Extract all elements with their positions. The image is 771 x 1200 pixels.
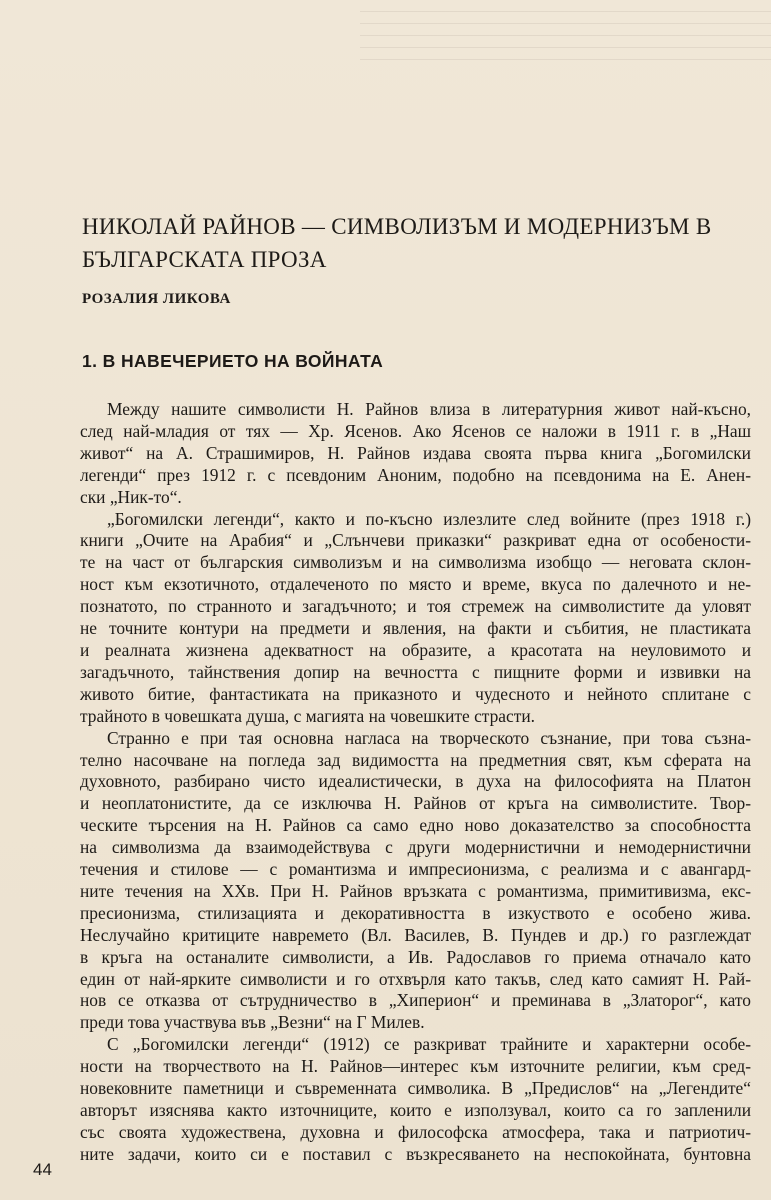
text-line: и неоплатонистите, да се изключва Н. Райнов от кръга на символистите. Твор-	[80, 793, 751, 814]
bleed-through-texture	[360, 0, 771, 60]
body-text	[80, 399, 751, 1166]
text-line: ски „Ник-то“.	[80, 486, 182, 507]
text-line: новековните паметници и съвременната символика. В „Предислов“ на „Легендите“	[80, 1078, 751, 1099]
text-line: телно насочване на погледа зад видимостта на предметния свят, към сферата на	[80, 749, 751, 770]
text-line: Странно е при тая основна нагласа на творческото съзнание, при това съзна-	[107, 727, 751, 748]
text-line: трайното в човешката душа, с магията на човешките страсти.	[80, 705, 535, 726]
text-line: „Богомилски легенди“, както и по-късно излезлите след войните (през 1918 г.)	[107, 508, 751, 529]
text-line: след най-младия от тях — Хр. Ясенов. Ако Ясенов се наложи в 1911 г. в „Наш	[80, 420, 751, 441]
text-line: легенди“ през 1912 г. с псевдоним Аноним, подобно на псевдонима на Е. Анен-	[80, 464, 751, 485]
text-line: авторът изяснява както източниците, които е използувал, които са го запленили	[80, 1100, 751, 1120]
text-line: ности на творчеството на Н. Райнов—интерес към източните религии, към сред-	[80, 1056, 751, 1077]
text-line: на символизма да взаимодействува с други модернистични и немодернистични	[80, 837, 751, 858]
text-line: Между нашите символисти Н. Райнов влиза в литературния живот най-късно,	[107, 399, 751, 419]
text-line: Неслучайно критиците навремето (Вл. Василев, В. Пундев и др.) го разглеждат	[80, 924, 751, 945]
text-line: загадъчното, тайнствения допир на вечността с пищните форми и извивки на	[80, 661, 751, 682]
text-line: ните задачи, които си е поставил с възкресяването на неспокойната, бунтовна	[80, 1143, 751, 1164]
text-line: живот“ на А. Страшимиров, Н. Райнов издава своята първа книга „Богомилски	[80, 442, 751, 463]
section-heading: 1. В НАВЕЧЕРИЕТО НА ВОЙНАТА	[82, 351, 384, 371]
text-line: ност към екзотичното, отдалеченото по място и време, вкуса по далечното и не-	[80, 574, 751, 595]
page-number: 44	[33, 1160, 52, 1179]
text-line: не точните контури на предмети и явления, на факти и събития, не пластиката	[80, 618, 751, 639]
text-line: ните течения на XXв. При Н. Райнов връзката с романтизма, примитивизма, екс-	[80, 880, 751, 901]
text-line: те на част от българския символизъм и на символизма изобщо — неговата склон-	[80, 552, 751, 573]
text-line: със своята художествена, духовна и философска атмосфера, така и патриотич-	[80, 1121, 751, 1142]
article-title: НИКОЛАЙ РАЙНОВ — СИМВОЛИЗЪМ И МОДЕРНИЗЪМ В БЪЛГАРСКАТА ПРОЗА	[82, 214, 712, 272]
text-line: течения и стилове — с романтизма и импресионизма, с реализма и с авангард-	[80, 859, 751, 880]
article-author: РОЗАЛИЯ ЛИКОВА	[82, 291, 231, 307]
text-line: живото битие, фантастиката на приказното и чудесното и нейното сплитане с	[80, 683, 751, 704]
text-line: в кръга на останалите символисти, а Ив. Радославов го приема отначало като	[80, 946, 751, 967]
text-line: един от най-ярките символисти и го отхвърля като такъв, след като самият Н. Рай-	[80, 968, 751, 989]
text-line: С „Богомилски легенди“ (1912) се разкриват трайните и характерни особе-	[107, 1034, 751, 1055]
text-line: познатото, по странното и загадъчното; и тоя стремеж на символистите да уловят	[80, 596, 751, 617]
text-line: и реалната жизнена адекватност на образите, а красотата на неуловимото и	[80, 639, 751, 660]
text-line: преди това участвува във „Везни“ на Г Милев.	[80, 1012, 425, 1033]
text-line: духовното, разбирано чисто идеалистически, в духа на философията на Платон	[80, 771, 751, 792]
text-line: пресионизма, стилизацията и декоративността в изкуството е особено жива.	[80, 902, 751, 923]
text-line: книги „Очите на Арабия“ и „Слънчеви приказки“ разкриват една от особености-	[80, 530, 751, 551]
text-line: ческите търсения на Н. Райнов са само едно ново доказателство за способността	[80, 815, 751, 836]
text-line: нов се отказва от сътрудничество в „Хиперион“ и преминава в „Златорог“, като	[80, 990, 751, 1011]
